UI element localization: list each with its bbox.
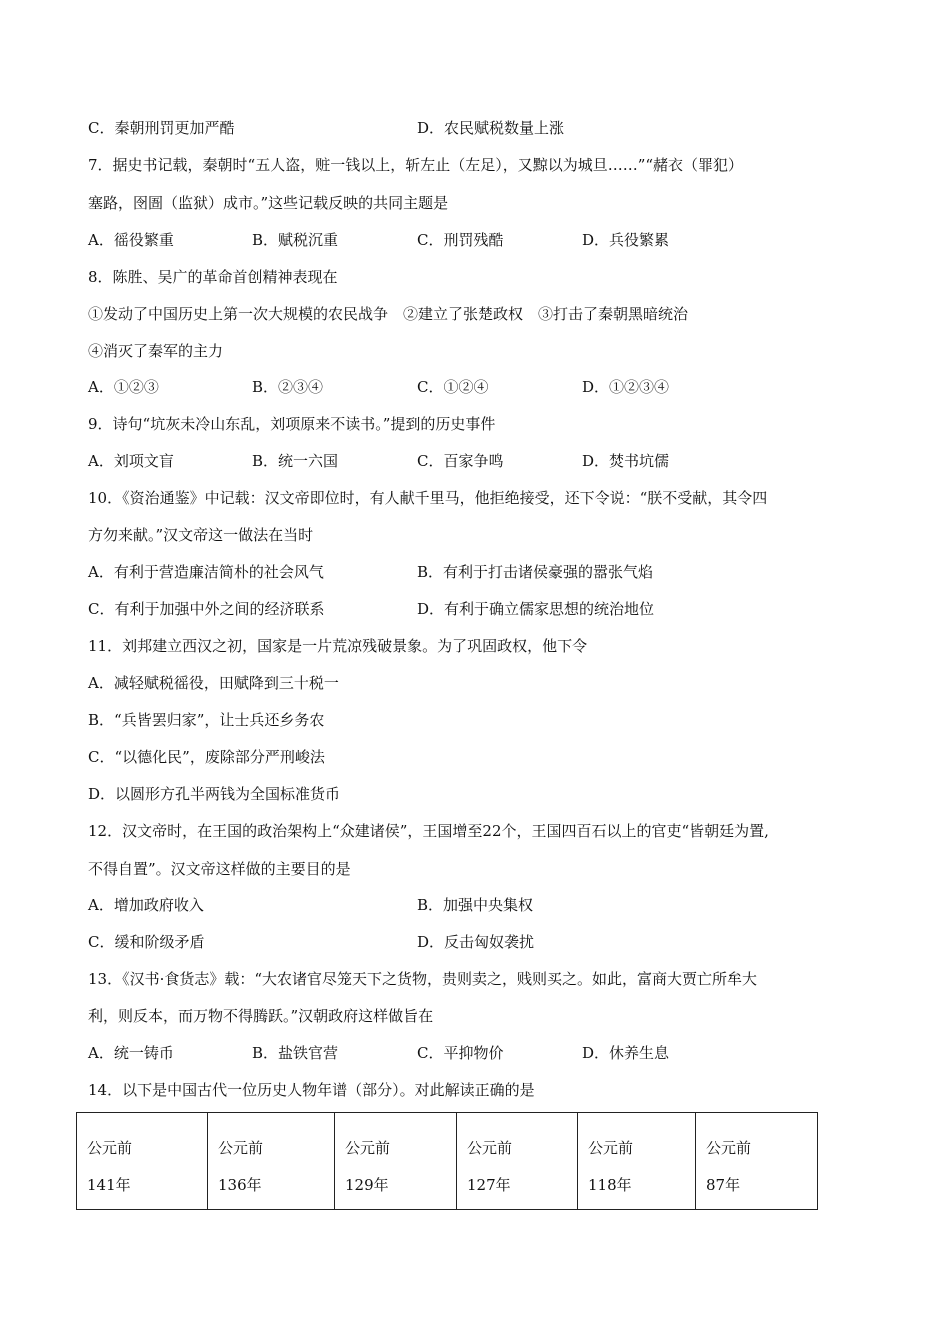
q10-option-b[interactable]: B．有利于打击诸侯豪强的嚣张气焰: [417, 563, 654, 581]
timeline-cell: [457, 1113, 578, 1210]
q7-option-b[interactable]: B．赋税沉重: [252, 231, 339, 249]
q10-option-a[interactable]: A．有利于营造廉洁简朴的社会风气: [88, 563, 324, 581]
timeline-era: 公元前: [218, 1139, 264, 1157]
timeline-year: 118年: [588, 1176, 632, 1194]
q14-stem: 14．以下是中国古代一位历史人物年谱（部分）。对此解读正确的是: [88, 1081, 535, 1099]
q8-option-a[interactable]: A．①②③: [88, 378, 159, 396]
q13-option-a[interactable]: A．统一铸币: [88, 1044, 174, 1062]
q7-option-d[interactable]: D．兵役繁累: [582, 231, 670, 249]
q7-option-c[interactable]: C．刑罚残酷: [417, 231, 504, 249]
q13-option-b[interactable]: B．盐铁官营: [252, 1044, 339, 1062]
q8-items-line1: ①发动了中国历史上第一次大规模的农民战争 ②建立了张楚政权 ③打击了秦朝黑暗统治: [88, 305, 689, 323]
q9-option-a[interactable]: A．刘项文盲: [88, 452, 174, 470]
timeline-cell: [208, 1113, 335, 1210]
q6-option-d[interactable]: D．农民赋税数量上涨: [417, 119, 565, 137]
q13-stem-line1: 13．《汉书·食货志》载：“大农诸官尽笼天下之货物，贵则卖之，贱则买之。如此，富商大贾亡所牟大: [88, 970, 758, 988]
q7-option-a[interactable]: A．徭役繁重: [88, 231, 174, 249]
timeline-year: 129年: [345, 1176, 389, 1194]
q8-stem: 8．陈胜、吴广的革命首创精神表现在: [88, 268, 338, 286]
q13-option-c[interactable]: C．平抑物价: [417, 1044, 504, 1062]
q12-option-c[interactable]: C．缓和阶级矛盾: [88, 933, 205, 951]
q7-stem-line1: 7．据史书记载，秦朝时“五人盗，赃一钱以上，斩左止（左足），又黥以为城旦……”“赭衣（罪犯）: [88, 156, 744, 174]
timeline-year: 141年: [87, 1176, 131, 1194]
q9-option-b[interactable]: B．统一六国: [252, 452, 339, 470]
q10-stem-line2: 方勿来献。”汉文帝这一做法在当时: [88, 526, 314, 544]
timeline-era: 公元前: [588, 1139, 634, 1157]
q12-stem-line1: 12．汉文帝时，在王国的政治架构上“众建诸侯”，王国增至22个，王国四百石以上的官吏“皆朝廷为置,: [88, 822, 769, 840]
q11-option-c[interactable]: C．“以德化民”，废除部分严刑峻法: [88, 748, 325, 766]
q14-timeline-table: [76, 1112, 818, 1210]
q11-stem: 11．刘邦建立西汉之初，国家是一片荒凉残破景象。为了巩固政权，他下令: [88, 637, 588, 655]
timeline-cell: [578, 1113, 696, 1210]
timeline-era: 公元前: [345, 1139, 391, 1157]
q11-option-a[interactable]: A．减轻赋税徭役，田赋降到三十税一: [88, 674, 339, 692]
q11-option-d[interactable]: D．以圆形方孔半两钱为全国标准货币: [88, 785, 341, 803]
timeline-era: 公元前: [87, 1139, 133, 1157]
q9-option-c[interactable]: C．百家争鸣: [417, 452, 504, 470]
q9-stem: 9．诗句“坑灰未冷山东乱，刘项原来不读书。”提到的历史事件: [88, 415, 496, 433]
timeline-year: 136年: [218, 1176, 262, 1194]
q10-stem-line1: 10．《资治通鉴》中记载：汉文帝即位时，有人献千里马，他拒绝接受，还下令说：“朕不受献，其令四: [88, 489, 768, 507]
q13-stem-line2: 利，则反本，而万物不得腾跃。”汉朝政府这样做旨在: [88, 1007, 434, 1025]
q10-option-c[interactable]: C．有利于加强中外之间的经济联系: [88, 600, 325, 618]
q8-option-c[interactable]: C．①②④: [417, 378, 489, 396]
q12-stem-line2: 不得自置”。汉文帝这样做的主要目的是: [88, 860, 351, 878]
timeline-cell: [77, 1113, 208, 1210]
q7-stem-line2: 塞路，囹圄（监狱）成市。”这些记载反映的共同主题是: [88, 194, 449, 212]
timeline-cell: [696, 1113, 818, 1210]
q11-option-b[interactable]: B．“兵皆罢归家”，让士兵还乡务农: [88, 711, 325, 729]
q12-option-a[interactable]: A．增加政府收入: [88, 896, 204, 914]
q8-items-line2: ④消灭了秦军的主力: [88, 342, 224, 360]
q12-option-b[interactable]: B．加强中央集权: [417, 896, 534, 914]
timeline-era: 公元前: [467, 1139, 513, 1157]
q9-option-d[interactable]: D．焚书坑儒: [582, 452, 670, 470]
q8-option-d[interactable]: D．①②③④: [582, 378, 670, 396]
timeline-era: 公元前: [706, 1139, 752, 1157]
q13-option-d[interactable]: D．休养生息: [582, 1044, 670, 1062]
timeline-cell: [335, 1113, 457, 1210]
timeline-year: 127年: [467, 1176, 511, 1194]
q10-option-d[interactable]: D．有利于确立儒家思想的统治地位: [417, 600, 655, 618]
q6-option-c[interactable]: C．秦朝刑罚更加严酷: [88, 119, 235, 137]
q12-option-d[interactable]: D．反击匈奴袭扰: [417, 933, 535, 951]
q8-option-b[interactable]: B．②③④: [252, 378, 324, 396]
timeline-year: 87年: [706, 1176, 741, 1194]
